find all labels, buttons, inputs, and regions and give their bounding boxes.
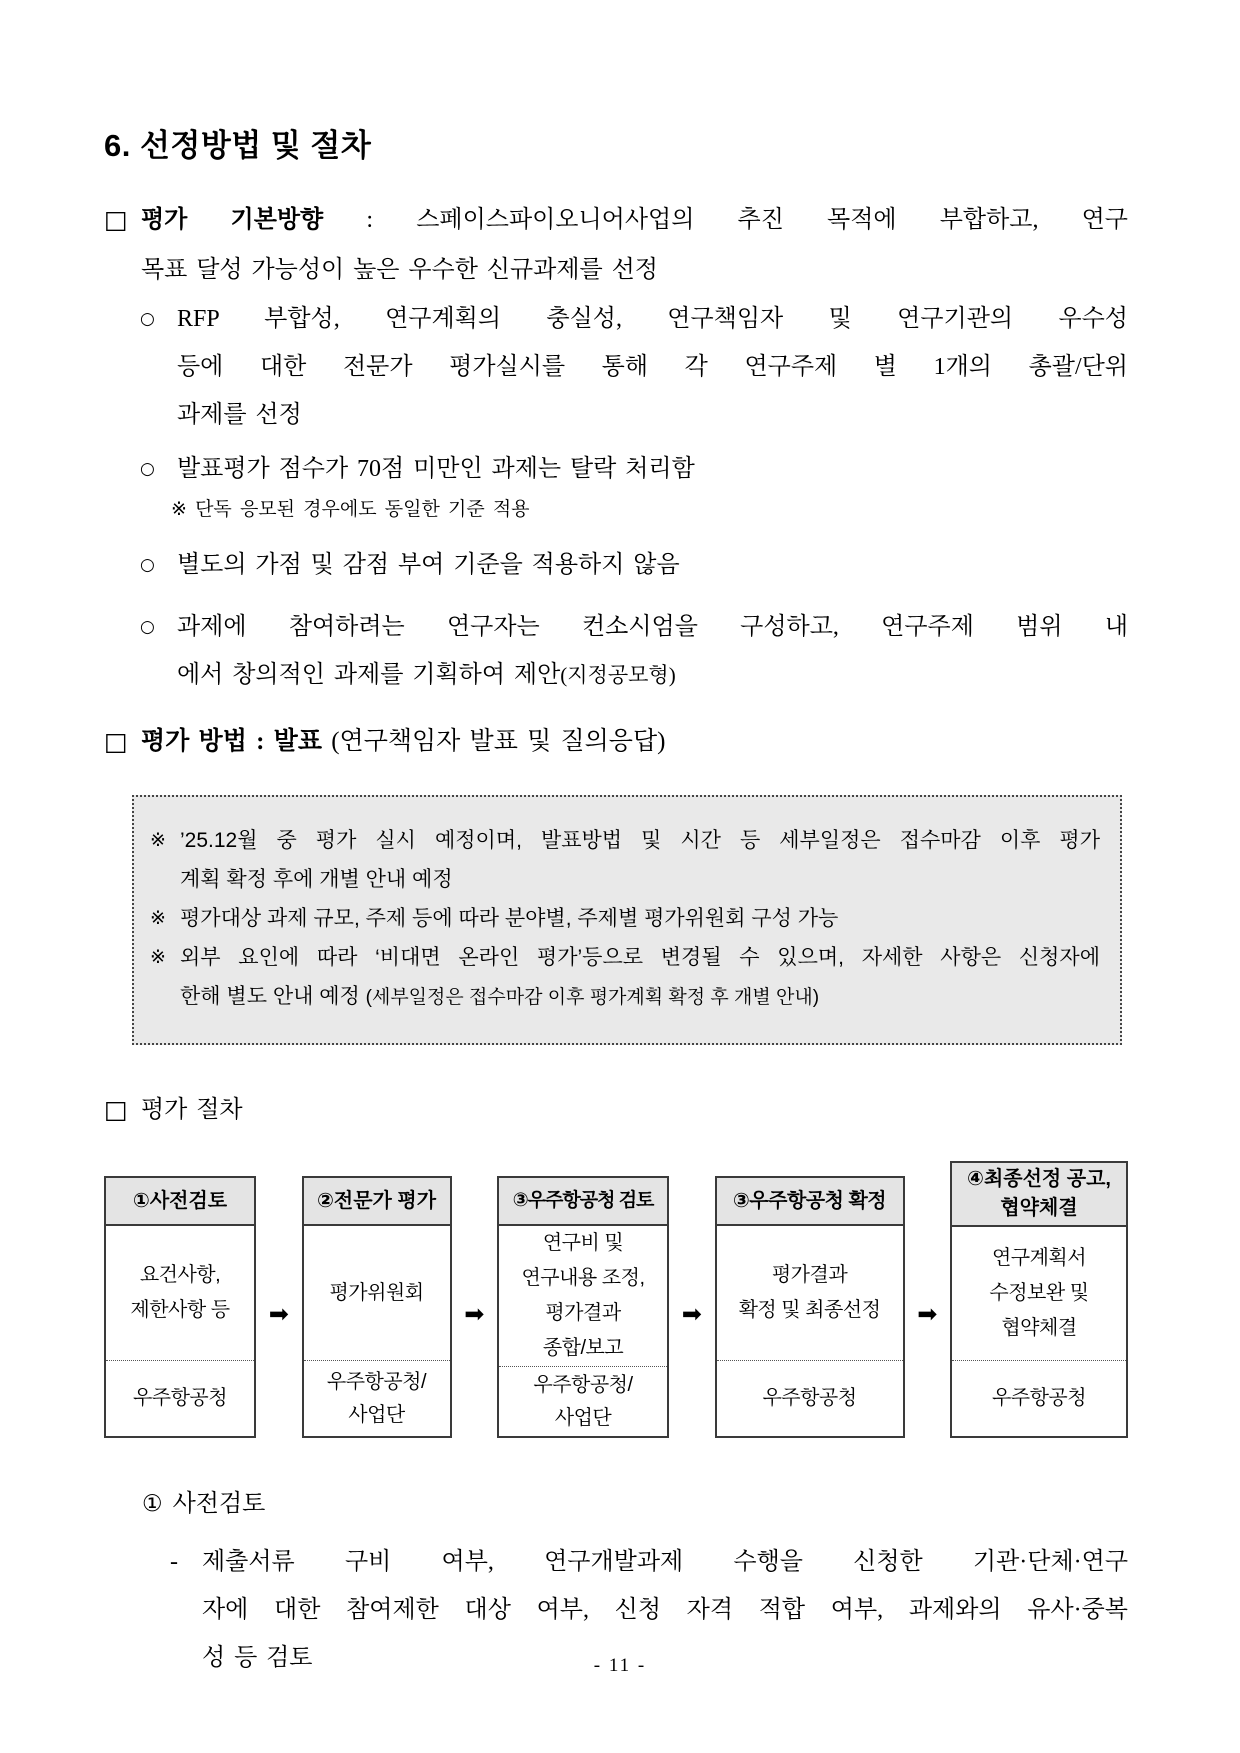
notice-line: 한해 별도 안내 예정 (세부일정은 접수마감 이후 평가계획 확정 후 개별 안내) [180, 985, 820, 1008]
bullet-line: 에서 창의적인 과제를 기획하여 제안(지정공모형) [177, 662, 676, 688]
evaluation-flowchart [104, 1161, 1128, 1438]
arrow-right-icon: ➡ [681, 1299, 702, 1328]
flow-step-body-line: 연구내용 조정, [521, 1267, 645, 1289]
notice-box [132, 795, 1122, 1045]
step1-line: 성 등 검토 [202, 1645, 313, 1671]
bullet-item-rfp [140, 295, 1128, 439]
flow-step-header-line2: 협약체결 [1000, 1197, 1078, 1219]
flow-step-owner: 우주항공청 [991, 1387, 1087, 1409]
bullet-line: 등에 대한 전문가 평가실시를 통해 각 연구주제 별 1개의 총괄/단위 [177, 354, 1128, 380]
bullet-line: 발표평가 점수가 70점 미만인 과제는 탈락 처리함 [177, 456, 695, 482]
flow-step-final-announce [950, 1161, 1128, 1438]
step1-heading [142, 1480, 1128, 1528]
bullet-item-consortium [140, 603, 1128, 699]
flow-step-body-line: 협약체결 [1001, 1317, 1077, 1339]
reference-mark-icon: ※ [150, 947, 166, 968]
flow-step-kasa-confirm [715, 1176, 905, 1438]
eval-method-label: 평가 방법 : 발표 [141, 728, 322, 755]
flow-step-header: ②전문가 평가 [316, 1190, 437, 1212]
circled-one-icon: ① [142, 1491, 163, 1517]
arrow-right-icon: ➡ [917, 1299, 938, 1328]
eval-direction-label: 평가 기본방향 [141, 207, 324, 233]
step1-line: 제출서류 구비 여부, 연구개발과제 수행을 신청한 기관·단체·연구 [202, 1549, 1128, 1575]
bullet-line: 과제에 참여하려는 연구자는 컨소시엄을 구성하고, 연구주제 범위 내 [177, 614, 1128, 640]
step1-label: 사전검토 [172, 1491, 266, 1517]
flow-step-body-line: 요건사항, [139, 1264, 221, 1286]
flow-step-owner: 사업단 [554, 1406, 612, 1429]
bullet-subnote: ※ 단독 응모된 경우에도 동일한 기준 적용 [171, 499, 530, 520]
section-eval-procedure [104, 1085, 1128, 1135]
section-eval-direction [104, 195, 1128, 295]
reference-mark-icon: ※ [150, 830, 166, 851]
eval-direction-line1: 스페이스파이오니어사업의 추진 목적에 부합하고, 연구 [416, 207, 1128, 233]
circle-bullet-icon: ○ [140, 555, 155, 575]
flow-step-precheck [104, 1176, 256, 1438]
eval-direction-sep: : [323, 207, 417, 233]
flow-step-header: ③우주항공청 검토 [512, 1190, 654, 1211]
flow-step-body-line: 연구계획서 [991, 1247, 1087, 1269]
notice-line: ’25.12월 중 평가 실시 예정이며, 발표방법 및 시간 등 세부일정은 접수마감 이후 평가 [180, 829, 1100, 852]
bullet-item-bonus [140, 541, 1128, 589]
circle-bullet-icon: ○ [140, 617, 155, 637]
page-number: - 11 - [593, 1655, 647, 1676]
flow-step-header: ④최종선정 공고, [967, 1168, 1111, 1190]
bullet-paren: (지정공모형) [560, 663, 676, 687]
section-eval-method [104, 717, 1128, 767]
flow-step-owner: 우주항공청/ [533, 1373, 633, 1396]
bullet-line: 과제를 선정 [177, 402, 302, 428]
flow-step-body-line: 연구비 및 [542, 1232, 624, 1254]
dash-bullet-icon: - [170, 1549, 178, 1575]
notice-paren: (세부일정은 접수마감 이후 평가계획 확정 후 개별 안내) [365, 987, 820, 1008]
eval-direction-line2: 목표 달성 가능성이 높은 우수한 신규과제를 선정 [141, 257, 658, 283]
square-bullet-icon: □ [104, 727, 128, 756]
circle-bullet-icon: ○ [140, 459, 155, 479]
notice-line: 계획 확정 후에 개별 안내 예정 [180, 868, 453, 891]
square-bullet-icon: □ [104, 205, 128, 234]
circle-bullet-icon: ○ [140, 309, 155, 329]
flow-step-body-line: 평가위원회 [329, 1281, 424, 1304]
flow-step-body-line: 제한사항 등 [130, 1299, 230, 1321]
flow-step-owner: 사업단 [348, 1403, 405, 1426]
bullet-list [140, 295, 1128, 699]
flow-step-body-line: 종합/보고 [542, 1337, 624, 1359]
notice-line: 평가대상 과제 규모, 주제 등에 따라 분야별, 주제별 평가위원회 구성 가능 [180, 907, 839, 930]
bullet-item-score [140, 445, 1128, 541]
flow-step-body-line: 확정 및 최종선정 [738, 1299, 881, 1321]
notice-item [150, 821, 1100, 899]
bullet-line: RFP 부합성, 연구계획의 충실성, 연구책임자 및 연구기관의 우수성 [177, 306, 1128, 332]
eval-method-rest: (연구책임자 발표 및 질의응답) [321, 728, 666, 755]
flow-step-body-line: 평가결과 [771, 1264, 848, 1286]
flow-step-body-line: 수정보완 및 [989, 1282, 1089, 1304]
reference-mark-icon: ※ [150, 908, 166, 929]
page-title: 6. 선정방법 및 절차 [104, 128, 372, 163]
square-bullet-icon: □ [104, 1095, 128, 1124]
step1-line: 자에 대한 참여제한 대상 여부, 신청 자격 적합 여부, 과제와의 유사·중복 [202, 1597, 1128, 1623]
eval-direction-text [141, 195, 1128, 295]
notice-item [150, 899, 1100, 938]
bullet-line: 별도의 가점 및 감점 부여 기준을 적용하지 않음 [177, 552, 680, 578]
notice-line: 외부 요인에 따라 ‘비대면 온라인 평가’등으로 변경될 수 있으며, 자세한 사항은 신청자에 [180, 946, 1100, 969]
notice-item [150, 938, 1100, 1017]
flow-step-expert-eval [302, 1176, 452, 1438]
arrow-right-icon: ➡ [268, 1299, 289, 1328]
eval-procedure-label: 평가 절차 [141, 1097, 243, 1123]
flow-step-owner: 우주항공청 [762, 1387, 857, 1409]
flow-step-owner: 우주항공청 [132, 1387, 228, 1409]
arrow-right-icon: ➡ [464, 1299, 485, 1328]
flow-step-body-line: 평가결과 [545, 1302, 621, 1324]
flow-step-kasa-review [497, 1176, 669, 1438]
flow-step-header: ③우주항공청 확정 [732, 1190, 887, 1212]
flow-step-owner: 우주항공청/ [326, 1370, 427, 1393]
flow-step-header: ①사전검토 [132, 1190, 228, 1212]
